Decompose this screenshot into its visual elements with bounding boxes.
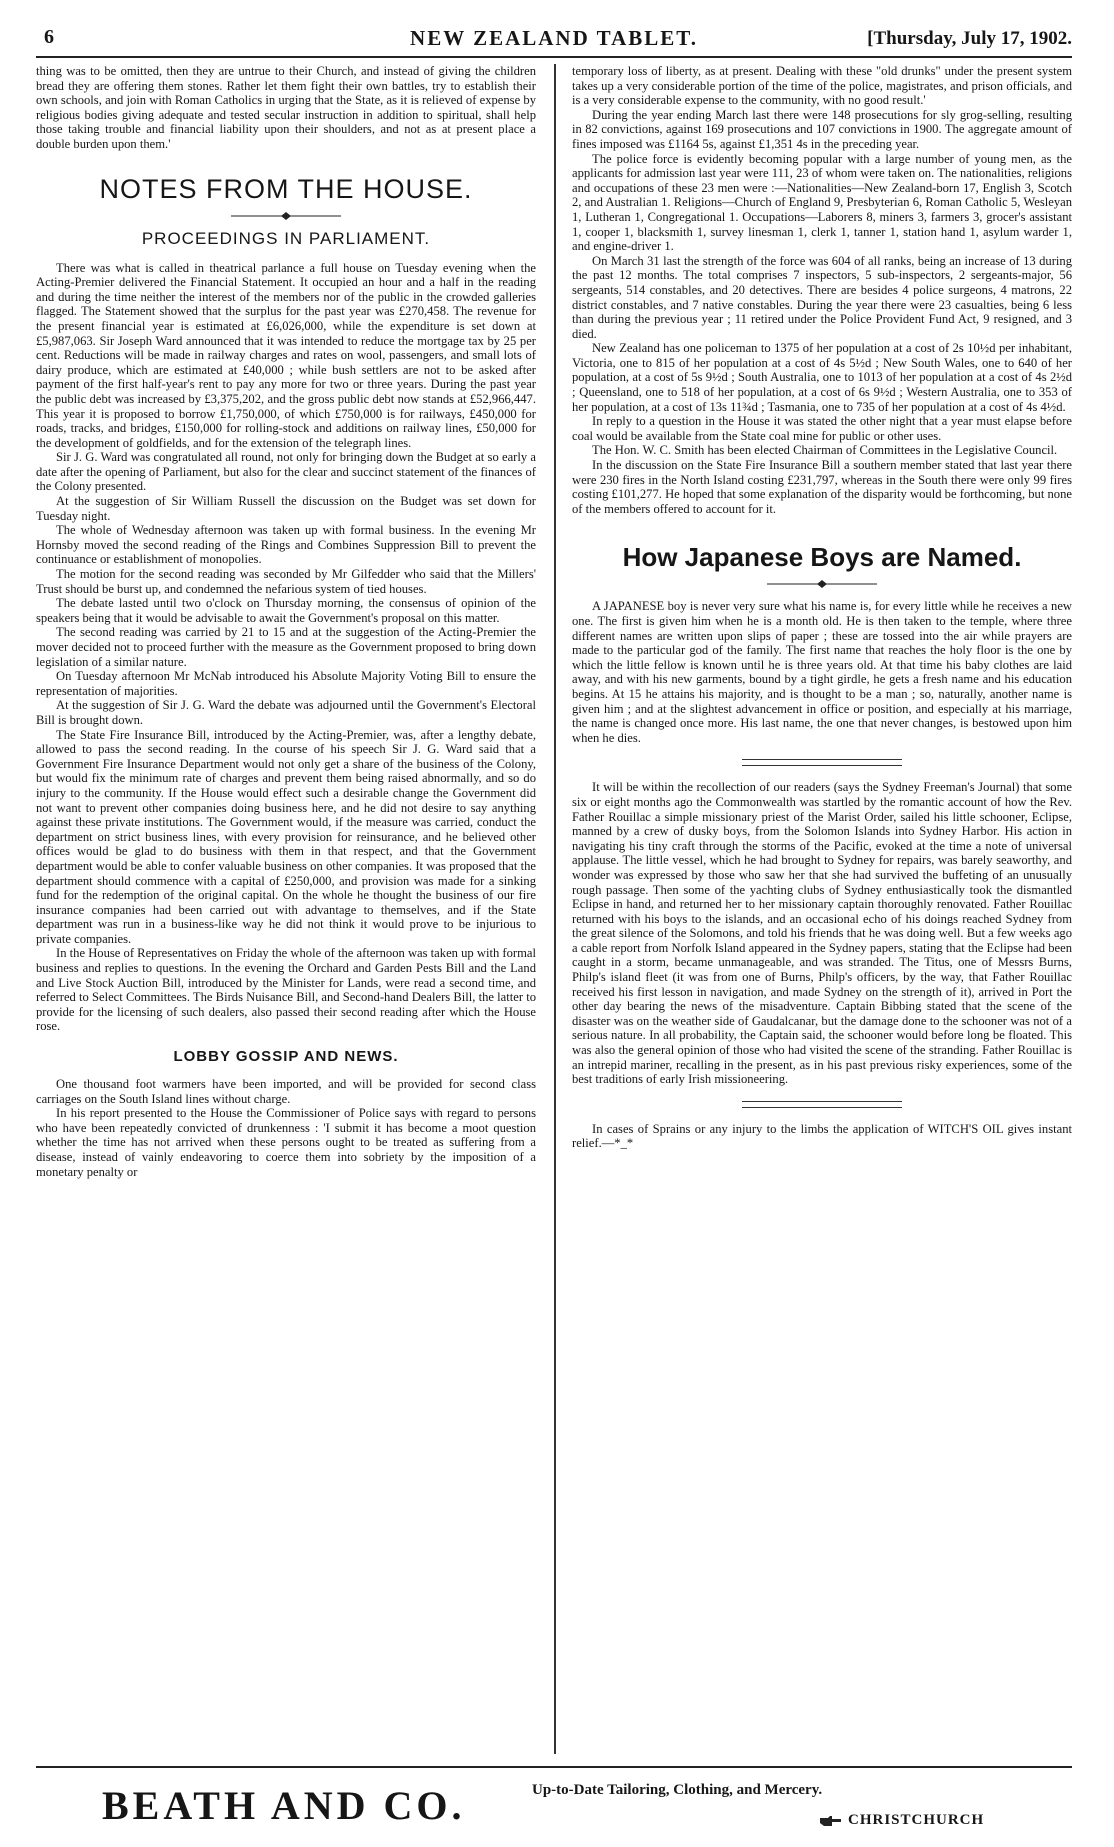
eclipse-article-paragraph: It will be within the recollection of our readers (says the Sydney Freeman's Journal) that some six or eight months ago the Commonwealth was startled by the romantic account of how the Rev. Father Rouillac a simple missionary priest of the Marist Order, sailed his little schooner, Eclipse, manned by a crew of dusky boys, from the Solomon Islands into Sydney Harbor. His action in navigating his tiny craft through the storms of the Pacific, evoked at the time a note of universal applause. The little vessel, which he had brought to Sydney for repairs, was barely seaworthy, and wonder was expressed by those who saw her that she had survived the buffeting of an unusually rough passage. Then some of the yachting clubs of Sydney enthusiastically took the dismantled Eclipse in hand, and returned her to her missionary captain thoroughly renovated. Father Rouillac returned with his boys to the islands, and an occasional echo of his doings reached Sydney from the great silence of the Solomons, and told his friends that he was doing well. But a few weeks ago a cable report from Norfolk Island appeared in the Sydney papers, stating that the Eclipse had been caught in a storm, became unmanageable, and was stranded. The Titus, one of Messrs Burns, Philp's island fleet (it was from one of Burns, Philp's officers, by the way, that Father Rouillac received his first lesson in navigation, and made Sydney on the strength of it), arrived in Port the other day bearing the news of the misadventure. Captain Bibbing stated that the scene of the disaster was on the weather side of Gaudalcanar, but the damage done to the schooner was not of a serious nature. In all probability, the Captain said, the schooner would before long be floated. This was also the general opinion of those who had visited the scene of the stranding. Father Rouillac is an intrepid mariner, recalling in the present, as in his past previous risky experiences, some of the best traditions of early Irish missioneering. (572, 780, 1072, 1087)
pointing-hand-icon (820, 1816, 842, 1826)
newspaper-page (36, 24, 1072, 1828)
article-paragraph: The police force is evidently becoming popular with a large number of young men, as the applicants for admission last year were 111, 23 of whom were taken on. The nationalities, religions and occupations of these 23 men were :—Nationalities—New Zealand-born 17, English 3, Scotch 2, and Australian 1. Religions—Church of England 9, Presbyterian 6, Roman Catholic 5, Wesleyan 1, Lutheran 1, Congregational 1. Occupations—Laborers 8, miners 3, farmers 3, grocer's assistant 1, cooper 1, blacksmith 1, survey linesman 1, clerk 1, tanner 1, station hand 1, asylum warder 1, and engine-driver 1. (572, 151, 1072, 254)
article-paragraph: During the year ending March last there were 148 prosecutions for sly grog-selling, resulting in 82 convictions, against 169 prosecutions and 107 convictions in 1900. The aggregate amount of fines imposed was £1164 5s, against £1,351 4s in the preceding year. (572, 107, 1072, 151)
lobby-paragraph: One thousand foot warmers have been imported, and will be provided for second class carriages on the South Island lines without charge. (36, 1077, 536, 1106)
ornament-divider (767, 579, 877, 589)
article-paragraph: At the suggestion of Sir William Russell the discussion on the Budget was set down for Tuesday night. (36, 494, 536, 523)
separator-bar (742, 1101, 902, 1108)
advertiser-name: BEATH AND CO. (102, 1783, 466, 1828)
lobby-title: LOBBY GOSSIP AND NEWS. (173, 1048, 399, 1066)
header-rule (36, 56, 1072, 58)
right-column (572, 64, 1072, 1754)
section-title: NOTES FROM THE HOUSE. (99, 173, 473, 204)
advert-tagline: Up-to-Date Tailoring, Clothing, and Mercery. (532, 1782, 823, 1798)
page-number: 6 (44, 26, 54, 48)
article-paragraph: New Zealand has one policeman to 1375 of her population at a cost of 2s 10½d per inhabitant, Victoria, one to 815 of her population at a cost of 4s 5½d ; New South Wales, one to 640 of her population, at a cost of 5s 9½d ; South Australia, one to 1013 of her population at a cost of 4s 2½d ; Queensland, one to 518 of her population, at a cost of 6s 9½d ; Western Australia, one to 353 of her population, at a cost of 13s 11¾d ; Tasmania, one to 735 of her population at a cost of 4s 4½d. (572, 341, 1072, 414)
article-paragraph: Sir J. G. Ward was congratulated all round, not only for bringing down the Budget at so early a date after the opening of Parliament, but also for the clear and succinct statement of the finances of the Colony presented. (36, 450, 536, 494)
article-paragraph: There was what is called in theatrical parlance a full house on Tuesday evening when the Acting-Premier delivered the Financial Statement. It occupied an hour and a half in the reading and during the time neither the interest of the members nor of the public in the crowded galleries flagged. The Statement showed that the surplus for the past year was £270,458. The revenue for the present financial year is estimated at £6,026,000, while the expenditure is set down at £5,987,063. Sir Joseph Ward announced that it was intended to reduce the mortgage tax by 25 per cent. Reductions will be made in railway charges and rates on wool, passengers, and small lots of dairy produce, which are estimated at £40,000 ; while bush settlers are not to be asked after payment of the first half-year's rent to pay any more for two or three years. During the past year the public debt was increased by £3,375,202, and the gross public debt now stands at £52,966,447. This year it is proposed to borrow £1,750,000, of which £750,000 is for railways, £450,000 for roads, tracks, and bridges, £150,000 for rolling-stock and additions on railway lines, £50,000 for the development of goldfields, and for the extension of the telegraph lines. (36, 260, 536, 450)
columns (36, 64, 1072, 1754)
article-paragraph: temporary loss of liberty, as at present. Dealing with these "old drunks" under the present system takes up a very considerable portion of the time of the police, magistrates, and prison officials, and is a very considerable expense to the community, with no good result.' (572, 64, 1072, 108)
article-paragraph: On Tuesday afternoon Mr McNab introduced his Absolute Majority Voting Bill to ensure the representation of majorities. (36, 669, 536, 698)
article-paragraph: The whole of Wednesday afternoon was taken up with formal business. In the evening Mr Hornsby moved the second reading of the Rings and Combines Suppression Bill to prevent the continuance or establishment of monopolies. (36, 523, 536, 567)
ornament-divider (231, 211, 341, 221)
article-paragraph: In the discussion on the State Fire Insurance Bill a southern member stated that last year there were 230 fires in the North Island costing £231,797, whereas in the South there were only 99 fires costing £101,277. He hoped that some explanation of the disparity would be forthcoming, but none of the members offered to account for it. (572, 458, 1072, 516)
japanese-article-paragraph: A JAPANESE boy is never very sure what his name is, for every little while he receives a new one. The first is given him when he is a month old. He is then taken to the temple, where three different names are written upon slips of paper ; these are tossed into the air while prayers are made to the particular god of the family. The first name that reaches the holy floor is the one by which the little fellow is known until he is three years old. At that time his baby clothes are laid away, and with his new garments, bound by a tight girdle, he gets a fresh name and his education begins. At 15 he attains his majority, and is thought to be a man ; so, naturally, another name is given him ; and at the slightest advancement in office or position, and especially at his marriage, the name is changed once more. His last name, the one that never changes, is bestowed upon him when he dies. (572, 599, 1072, 745)
footer-advert (36, 1776, 1072, 1836)
article-paragraph: The State Fire Insurance Bill, introduced by the Acting-Premier, was, after a lengthy debate, allowed to pass the second reading. In the course of his speech Sir J. G. Ward said that a Government Fire Insurance Department would not only get a share of the business of the Colony, but would fix the minimum rate of charges and prevent them being raised abnormally, and so do injury to the community. If the House would effect such a desirable change the Government did not want to prevent other companies doing business here, and he did not desire to say anything against these private institutions. The Government would, if the measure was carried, conduct the department on strict business lines, with every provision for reinsurance, and he believed other offices would be glad to do business with them in that respect, and that the Government department would be able to confer valuable business on other companies. It was proposed that the department should commence with a capital of £250,000, and provision was made for a sinking fund for the redemption of the original capital. On the whole he thought the business of our fire insurance companies had been carried out with advantage to themselves, and if the State department was run in a business-like way he did not think it would prove to be injurious to private companies. (36, 727, 536, 946)
separator-bar (742, 759, 902, 766)
article-paragraph: The second reading was carried by 21 to 15 and at the suggestion of the Acting-Premier the mover decided not to proceed further with the measure as the Government proposed to bring down legislation of a similar nature. (36, 625, 536, 669)
advert-city (820, 1812, 984, 1829)
column-divider (554, 64, 556, 1754)
section-subtitle: PROCEEDINGS IN PARLIAMENT. (141, 228, 431, 248)
footer-rule (36, 1766, 1072, 1768)
article-paragraph: In reply to a question in the House it was stated the other night that a year must elapse before coal would be available from the State coal mine for public or other uses. (572, 414, 1072, 443)
article-paragraph: On March 31 last the strength of the force was 604 of all ranks, being an increase of 13 during the past 12 months. The total comprises 7 inspectors, 5 sub-inspectors, 2 sergeants-major, 56 sergeants, 514 constables, and 20 detectives. There are besides 4 police surgeons, 4 matrons, 22 district constables, and 7 native constables. During the year there were 23 casualties, being 6 less than during the previous year ; 11 retired under the Police Provident Fund Act, 9 resigned, and 3 died. (572, 253, 1072, 341)
article-paragraph: The motion for the second reading was seconded by Mr Gilfedder who said that the Millers' Trust should be burst up, and condemned the nefarious system of tied houses. (36, 567, 536, 596)
article-paragraph: The debate lasted until two o'clock on Thursday morning, the consensus of opinion of the speakers being that it would be advisable to await the Government's proposal on this matter. (36, 596, 536, 625)
lobby-paragraph: In his report presented to the House the Commissioner of Police says with regard to persons who have been repeatedly convicted of drunkenness : 'I submit it has become a moot question whether the time has not arrived when these persons ought to be treated as suffering from a disease, instead of vainly endeavoring to coerce them into sobriety by the imposition of a monetary penalty or (36, 1106, 536, 1179)
page-header (36, 24, 1072, 54)
masthead-title: NEW ZEALAND TABLET. (410, 26, 698, 50)
japanese-article-title: How Japanese Boys are Named. (622, 542, 1022, 573)
article-paragraph: The Hon. W. C. Smith has been elected Chairman of Committees in the Legislative Council. (592, 443, 1058, 458)
intro-paragraph: thing was to be omitted, then they are untrue to their Church, and instead of giving the children bread they are offering them stones. Rather let them fight their own battles, try to establish their own schools, and join with Roman Catholics in urging that the State, as it is relieved of expense by religious bodies giving adequate and tested secular instruction in addition to spiritual, shall help those taking trouble and financial liability upon their shoulders, and not as at present place a double burden upon them.' (36, 64, 536, 151)
advert-city-label: CHRISTCHURCH (848, 1812, 985, 1828)
issue-date: [Thursday, July 17, 1902. (867, 28, 1072, 49)
article-paragraph: In the House of Representatives on Friday the whole of the afternoon was taken up with formal business and replies to questions. In the evening the Orchard and Garden Pests Bill and the Land and Live Stock Auction Bill, introduced by the Minister for Lands, were read a second time, and referred to Select Committees. The Birds Nuisance Bill, and Second-hand Dealers Bill, the latter to provide for the licensing of such dealers, also passed their second reading after which the House rose. (36, 946, 536, 1034)
article-paragraph: At the suggestion of Sir J. G. Ward the debate was adjourned until the Government's Electoral Bill is brought down. (36, 698, 536, 727)
left-column (36, 64, 536, 1754)
witch-oil-ad: In cases of Sprains or any injury to the limbs the application of WITCH'S OIL gives instant relief.—*_* (572, 1121, 1072, 1151)
